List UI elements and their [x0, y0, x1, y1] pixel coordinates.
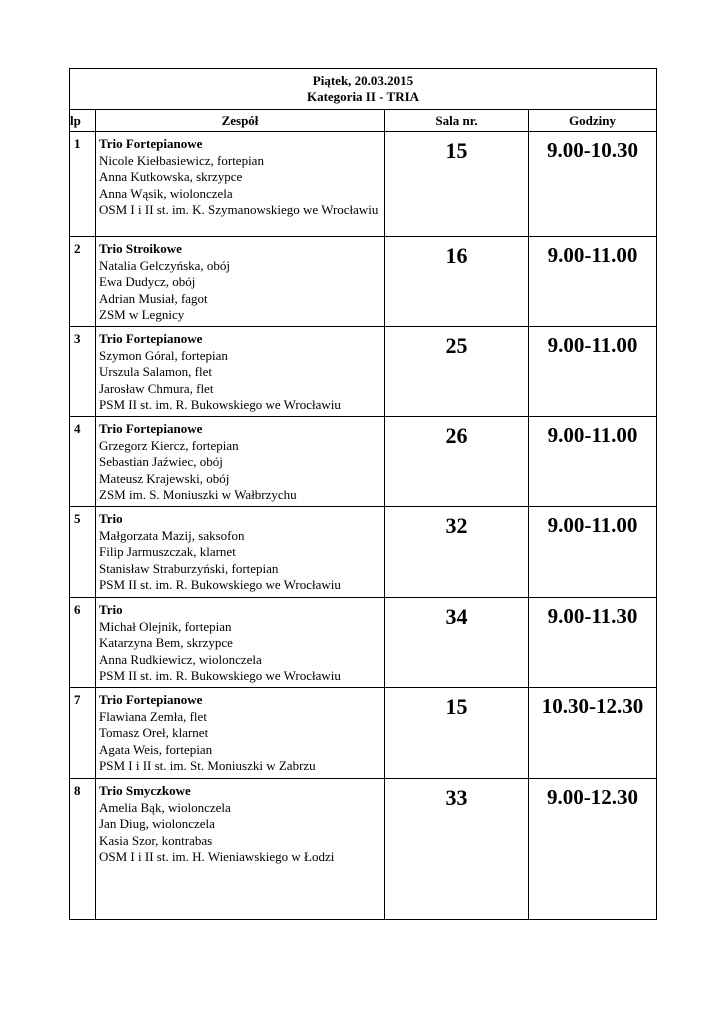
ensemble-member: Anna Wąsik, wiolonczela	[99, 185, 233, 201]
ensemble-cell	[96, 688, 385, 779]
ensemble-member: PSM II st. im. R. Bukowskiego we Wrocławiu	[99, 577, 341, 593]
ensemble-cell	[96, 779, 385, 920]
table-row	[70, 327, 657, 417]
row-number: 7	[70, 688, 96, 779]
row-number: 4	[70, 417, 96, 507]
col-header-godziny: Godziny	[529, 110, 657, 132]
row-number: 6	[70, 598, 96, 688]
ensemble-name: Trio Stroikowe	[99, 241, 182, 256]
ensemble-member: Sebastian Jaźwiec, obój	[99, 454, 223, 470]
ensemble-name: Trio	[99, 602, 123, 617]
column-header-row	[70, 110, 657, 132]
room-number: 26	[385, 417, 529, 507]
ensemble-member: Nicole Kiełbasiewicz, fortepian	[99, 152, 264, 168]
ensemble-member: Natalia Gelczyńska, obój	[99, 257, 231, 273]
room-number: 33	[385, 779, 529, 920]
ensemble-member: PSM I i II st. im. St. Moniuszki w Zabrzu	[99, 758, 316, 774]
ensemble-member: Szymon Góral, fortepian	[99, 347, 228, 363]
col-header-zespol: Zespół	[96, 110, 385, 132]
ensemble-member: Ewa Dudycz, obój	[99, 274, 196, 290]
time-slot: 10.30-12.30	[529, 688, 657, 779]
ensemble-member: Flawiana Zemła, flet	[99, 708, 207, 724]
row-number: 3	[70, 327, 96, 417]
ensemble-member: OSM I i II st. im. H. Wieniawskiego w Łodzi	[99, 849, 335, 865]
ensemble-member: Adrian Musiał, fagot	[99, 290, 208, 306]
table-row	[70, 417, 657, 507]
row-number: 5	[70, 507, 96, 598]
ensemble-cell	[96, 598, 385, 688]
ensemble-member: Mateusz Krajewski, obój	[99, 470, 230, 486]
ensemble-member: Anna Rudkiewicz, wiolonczela	[99, 651, 262, 667]
ensemble-member: Amelia Bąk, wiolonczela	[99, 799, 231, 815]
ensemble-name: Trio Smyczkowe	[99, 783, 191, 798]
schedule-table	[69, 68, 657, 920]
ensemble-member: Grzegorz Kiercz, fortepian	[99, 437, 239, 453]
time-slot: 9.00-11.30	[529, 598, 657, 688]
ensemble-cell	[96, 417, 385, 507]
schedule-category: Kategoria II - TRIA	[306, 89, 420, 104]
room-number: 16	[385, 237, 529, 327]
ensemble-name: Trio Fortepianowe	[99, 136, 203, 151]
ensemble-cell	[96, 237, 385, 327]
room-number: 32	[385, 507, 529, 598]
ensemble-member: PSM II st. im. R. Bukowskiego we Wrocławiu	[99, 668, 341, 684]
table-row	[70, 688, 657, 779]
ensemble-name: Trio Fortepianowe	[99, 421, 203, 436]
ensemble-cell	[96, 132, 385, 237]
time-slot: 9.00-12.30	[529, 779, 657, 920]
row-number: 1	[70, 132, 96, 237]
table-row	[70, 237, 657, 327]
time-slot: 9.00-11.00	[529, 507, 657, 598]
room-number: 25	[385, 327, 529, 417]
table-row	[70, 507, 657, 598]
table-row	[70, 779, 657, 920]
ensemble-member: Katarzyna Bem, skrzypce	[99, 635, 233, 651]
ensemble-cell	[96, 507, 385, 598]
table-row	[70, 598, 657, 688]
ensemble-member: Michał Olejnik, fortepian	[99, 618, 232, 634]
ensemble-member: Jarosław Chmura, flet	[99, 380, 214, 396]
time-slot: 9.00-11.00	[529, 417, 657, 507]
ensemble-member: PSM II st. im. R. Bukowskiego we Wrocławiu	[99, 397, 341, 413]
ensemble-member: Tomasz Oreł, klarnet	[99, 725, 209, 741]
ensemble-name: Trio	[99, 511, 123, 526]
col-header-lp: lp	[70, 110, 96, 132]
ensemble-member: Stanisław Straburzyński, fortepian	[99, 560, 279, 576]
row-number: 8	[70, 779, 96, 920]
ensemble-member: Urszula Salamon, flet	[99, 364, 212, 380]
title-row	[70, 69, 657, 110]
ensemble-name: Trio Fortepianowe	[99, 692, 203, 707]
schedule-date: Piątek, 20.03.2015	[312, 73, 414, 88]
ensemble-member: Anna Kutkowska, skrzypce	[99, 169, 243, 185]
time-slot: 9.00-11.00	[529, 327, 657, 417]
ensemble-member: Małgorzata Mazij, saksofon	[99, 527, 245, 543]
time-slot: 9.00-11.00	[529, 237, 657, 327]
ensemble-member: ZSM im. S. Moniuszki w Wałbrzychu	[99, 487, 297, 503]
time-slot: 9.00-10.30	[529, 132, 657, 237]
table-row	[70, 132, 657, 237]
room-number: 34	[385, 598, 529, 688]
ensemble-member: OSM I i II st. im. K. Szymanowskiego we Wrocławiu	[99, 202, 379, 218]
col-header-sala: Sala nr.	[385, 110, 529, 132]
ensemble-member: Filip Jarmuszczak, klarnet	[99, 544, 236, 560]
ensemble-member: Agata Weis, fortepian	[99, 741, 213, 757]
schedule-title	[70, 69, 657, 110]
ensemble-name: Trio Fortepianowe	[99, 331, 203, 346]
ensemble-member: Kasia Szor, kontrabas	[99, 832, 213, 848]
room-number: 15	[385, 132, 529, 237]
row-number: 2	[70, 237, 96, 327]
ensemble-member: Jan Diug, wiolonczela	[99, 816, 215, 832]
ensemble-member: ZSM w Legnicy	[99, 307, 185, 323]
room-number: 15	[385, 688, 529, 779]
ensemble-cell	[96, 327, 385, 417]
